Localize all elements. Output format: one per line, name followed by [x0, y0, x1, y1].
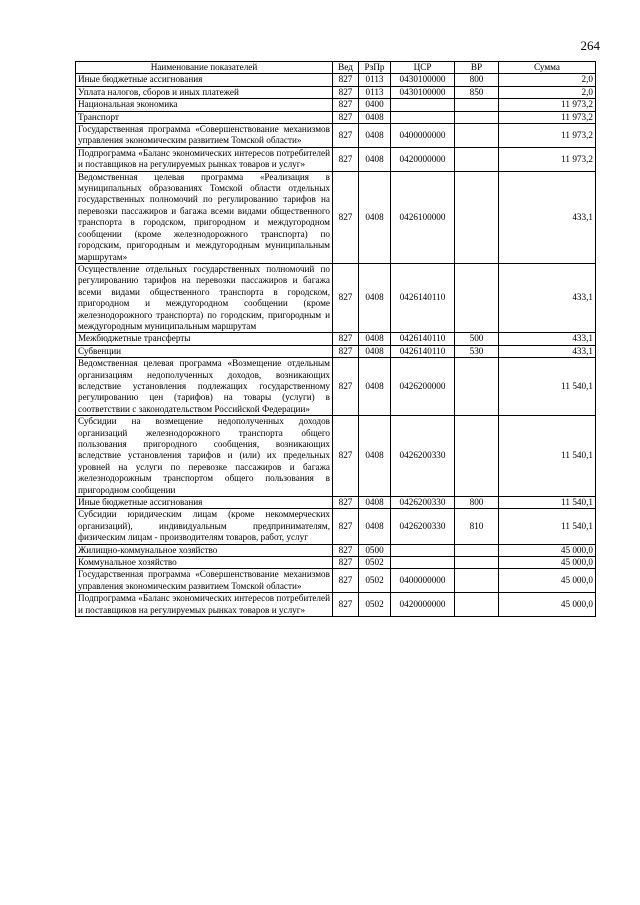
row-sum: 433,1	[499, 171, 596, 263]
row-csr	[391, 111, 455, 123]
row-rzpr: 0113	[359, 86, 391, 98]
row-csr: 0426100000	[391, 171, 455, 263]
row-name: Подпрограмма «Баланс экономических интересов потребителей и поставщиков на регулируемых рынках товаров и услуг»	[76, 147, 333, 171]
row-rzpr: 0408	[359, 124, 391, 148]
row-vr: 800	[455, 497, 499, 509]
row-sum: 11 973,2	[499, 99, 596, 111]
row-name: Субсидии юридическим лицам (кроме некоммерческих организаций), индивидуальным предпринимателям, физическим лицам - производителям товаров, работ, услуг	[76, 509, 333, 544]
table-body	[76, 74, 596, 617]
table-row	[76, 509, 596, 544]
row-sum: 433,1	[499, 345, 596, 357]
row-sum: 11 540,1	[499, 358, 596, 416]
row-name: Уплата налогов, сборов и иных платежей	[76, 86, 333, 98]
row-sum: 11 540,1	[499, 497, 596, 509]
header-ved: Вед	[333, 62, 359, 74]
row-vr	[455, 147, 499, 171]
row-name: Ведомственная целевая программа «Реализация в муниципальных образованиях Томской области отдельных государственных полномочий по регулированию тарифов на перевозки пассажиров и багажа всеми видами общественного транспорта в городском, пригородном и междугородном сообщении (кроме железнодорожного транспорта) по городским, пригородным и междугородным муниципальным маршрутам»	[76, 171, 333, 263]
row-csr: 0420000000	[391, 147, 455, 171]
row-csr: 0426140110	[391, 263, 455, 332]
row-name: Коммунальное хозяйство	[76, 557, 333, 569]
row-ved: 827	[333, 263, 359, 332]
row-sum: 45 000,0	[499, 569, 596, 593]
row-csr	[391, 557, 455, 569]
row-rzpr: 0408	[359, 509, 391, 544]
row-vr: 800	[455, 74, 499, 86]
header-csr: ЦСР	[391, 62, 455, 74]
row-ved: 827	[333, 569, 359, 593]
row-rzpr: 0408	[359, 345, 391, 357]
row-csr	[391, 544, 455, 556]
row-rzpr: 0408	[359, 171, 391, 263]
row-sum: 11 540,1	[499, 509, 596, 544]
budget-table	[75, 61, 596, 617]
row-name: Государственная программа «Совершенствование механизмов управления экономическим развитием Томской области»	[76, 124, 333, 148]
row-vr	[455, 416, 499, 497]
table-row	[76, 171, 596, 263]
row-csr	[391, 99, 455, 111]
row-rzpr: 0500	[359, 544, 391, 556]
row-ved: 827	[333, 124, 359, 148]
table-row	[76, 74, 596, 86]
row-vr	[455, 358, 499, 416]
row-ved: 827	[333, 333, 359, 345]
row-vr	[455, 593, 499, 617]
header-sum: Сумма	[499, 62, 596, 74]
row-vr: 850	[455, 86, 499, 98]
row-csr: 0426140110	[391, 333, 455, 345]
row-vr	[455, 111, 499, 123]
row-ved: 827	[333, 74, 359, 86]
row-name: Национальная экономика	[76, 99, 333, 111]
row-ved: 827	[333, 111, 359, 123]
row-sum: 11 973,2	[499, 111, 596, 123]
row-sum: 433,1	[499, 263, 596, 332]
row-name: Подпрограмма «Баланс экономических интересов потребителей и поставщиков на регулируемых рынках товаров и услуг»	[76, 593, 333, 617]
row-sum: 2,0	[499, 86, 596, 98]
row-name: Ведомственная целевая программа «Возмещение отдельным организациям недополученных доходов, возникающих вследствие установления подлежащих государственному регулированию цен (тарифов) на товары (услуги) в соответствии с законодательством Российской Федерации»	[76, 358, 333, 416]
row-csr: 0426200000	[391, 358, 455, 416]
row-ved: 827	[333, 99, 359, 111]
row-ved: 827	[333, 544, 359, 556]
row-csr: 0430100000	[391, 74, 455, 86]
row-name: Государственная программа «Совершенствование механизмов управления экономическим развитием Томской области»	[76, 569, 333, 593]
row-vr	[455, 124, 499, 148]
table-row	[76, 358, 596, 416]
row-rzpr: 0408	[359, 333, 391, 345]
header-name: Наименование показателей	[76, 62, 333, 74]
header-vr: ВР	[455, 62, 499, 74]
table-row	[76, 416, 596, 497]
table-row	[76, 544, 596, 556]
row-vr: 500	[455, 333, 499, 345]
row-name: Осуществление отдельных государственных полномочий по регулированию тарифов на перевозки пассажиров и багажа всеми видами общественного транспорта в городском, пригородном и междугородном сообщении (кроме железнодорожного транспорта) по городским, пригородным и междугородным муниципальным маршрутам	[76, 263, 333, 332]
row-vr	[455, 99, 499, 111]
row-rzpr: 0113	[359, 74, 391, 86]
row-rzpr: 0502	[359, 557, 391, 569]
row-sum: 11 973,2	[499, 124, 596, 148]
row-ved: 827	[333, 147, 359, 171]
table-row	[76, 557, 596, 569]
row-ved: 827	[333, 345, 359, 357]
row-ved: 827	[333, 171, 359, 263]
row-vr	[455, 544, 499, 556]
row-sum: 2,0	[499, 74, 596, 86]
row-ved: 827	[333, 416, 359, 497]
row-ved: 827	[333, 86, 359, 98]
row-sum: 45 000,0	[499, 544, 596, 556]
row-sum: 433,1	[499, 333, 596, 345]
row-sum: 11 540,1	[499, 416, 596, 497]
row-vr	[455, 569, 499, 593]
row-csr: 0400000000	[391, 124, 455, 148]
row-csr: 0426200330	[391, 509, 455, 544]
row-sum: 11 973,2	[499, 147, 596, 171]
row-name: Иные бюджетные ассигнования	[76, 74, 333, 86]
table-row	[76, 497, 596, 509]
row-rzpr: 0502	[359, 569, 391, 593]
table-row	[76, 345, 596, 357]
row-ved: 827	[333, 358, 359, 416]
table-row	[76, 569, 596, 593]
row-csr: 0426200330	[391, 497, 455, 509]
row-csr: 0426140110	[391, 345, 455, 357]
row-name: Жилищно-коммунальное хозяйство	[76, 544, 333, 556]
row-rzpr: 0502	[359, 593, 391, 617]
row-vr: 530	[455, 345, 499, 357]
row-vr	[455, 171, 499, 263]
row-name: Субсидии на возмещение недополученных доходов организаций железнодорожного транспорта общего пользования пригородного сообщения, возникающих вследствие установления тарифов и (или) их предельных уровней на услуги по перевозке пассажиров и багажа железнодорожным транспортом общего пользования в пригородном сообщении	[76, 416, 333, 497]
row-name: Иные бюджетные ассигнования	[76, 497, 333, 509]
row-rzpr: 0408	[359, 416, 391, 497]
row-csr: 0430100000	[391, 86, 455, 98]
table-header-row	[76, 62, 596, 74]
row-csr: 0420000000	[391, 593, 455, 617]
row-ved: 827	[333, 557, 359, 569]
table-row	[76, 263, 596, 332]
row-rzpr: 0408	[359, 147, 391, 171]
row-vr	[455, 263, 499, 332]
row-ved: 827	[333, 497, 359, 509]
row-name: Субвенции	[76, 345, 333, 357]
row-rzpr: 0408	[359, 111, 391, 123]
row-ved: 827	[333, 509, 359, 544]
row-rzpr: 0408	[359, 358, 391, 416]
row-sum: 45 000,0	[499, 557, 596, 569]
header-rzpr: РзПр	[359, 62, 391, 74]
page-number: 264	[580, 38, 600, 53]
row-name: Транспорт	[76, 111, 333, 123]
table-row	[76, 333, 596, 345]
row-ved: 827	[333, 593, 359, 617]
row-csr: 0400000000	[391, 569, 455, 593]
table-row	[76, 86, 596, 98]
table-row	[76, 111, 596, 123]
row-rzpr: 0408	[359, 263, 391, 332]
row-sum: 45 000,0	[499, 593, 596, 617]
row-rzpr: 0400	[359, 99, 391, 111]
table-row	[76, 99, 596, 111]
table-row	[76, 593, 596, 617]
row-vr: 810	[455, 509, 499, 544]
table-header	[76, 62, 596, 74]
row-csr: 0426200330	[391, 416, 455, 497]
row-vr	[455, 557, 499, 569]
row-name: Межбюджетные трансферты	[76, 333, 333, 345]
table-row	[76, 147, 596, 171]
row-rzpr: 0408	[359, 497, 391, 509]
table-row	[76, 124, 596, 148]
